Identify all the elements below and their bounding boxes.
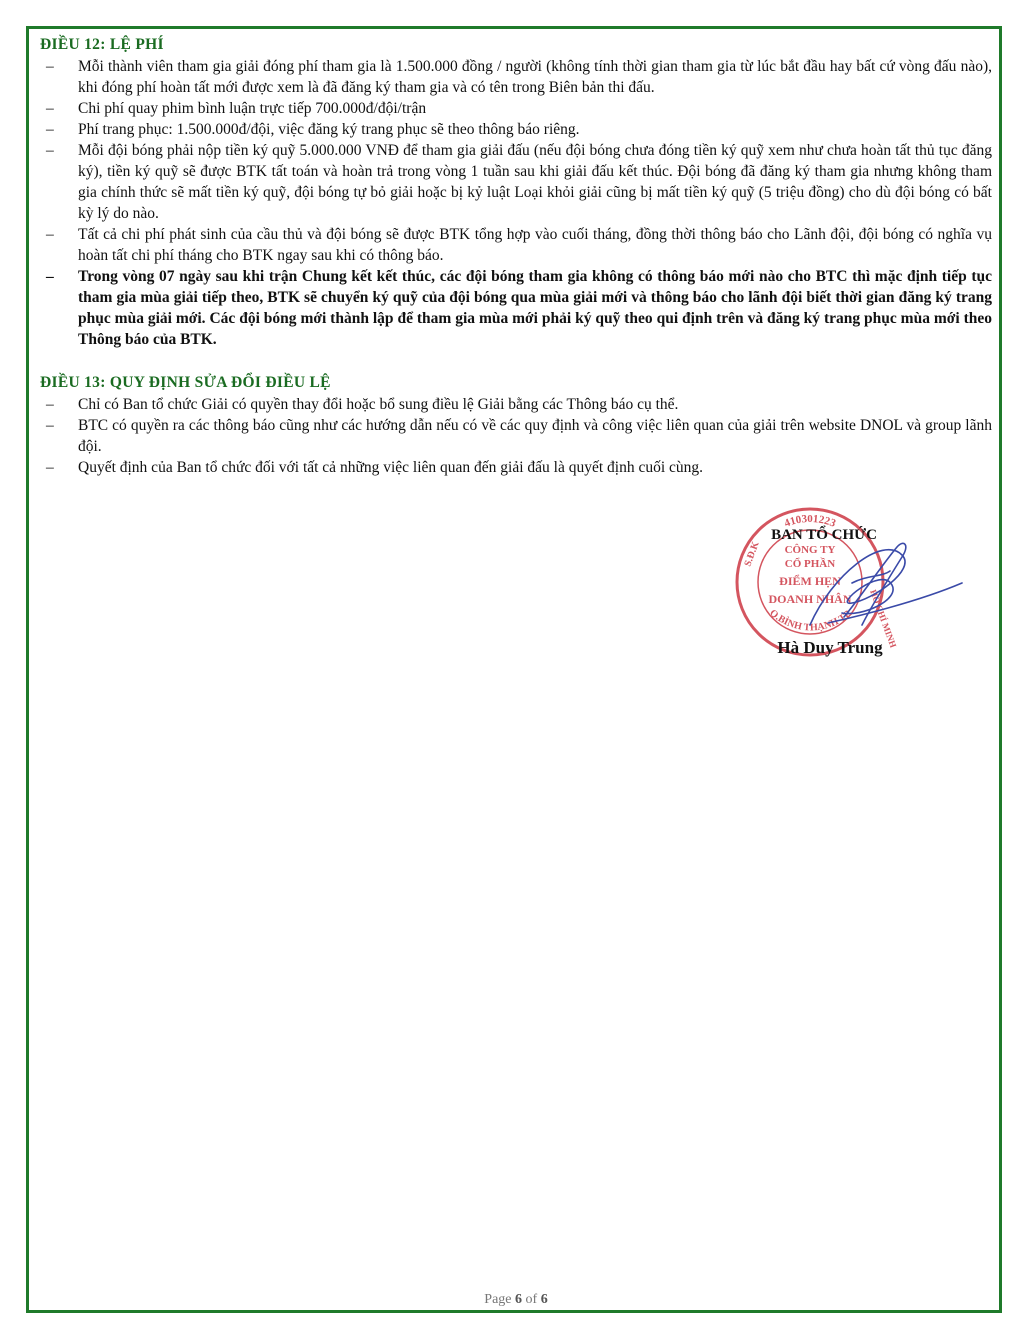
svg-text:ĐIỂM HẸN: ĐIỂM HẸN — [779, 574, 841, 588]
list-item — [40, 119, 992, 140]
list-item — [40, 56, 992, 98]
dash-bullet: – — [46, 100, 54, 117]
article-12-heading: ĐIỀU 12: LỆ PHÍ — [40, 36, 164, 53]
of-label: of — [525, 1292, 538, 1307]
list-item — [40, 98, 992, 119]
article-13-list — [40, 394, 992, 478]
dash-bullet: – — [46, 459, 54, 476]
svg-text:HỒ CHÍ MINH: HỒ CHÍ MINH — [868, 588, 899, 650]
dash-bullet: – — [46, 268, 54, 285]
svg-text:Q.BÌNH THẠNH TP.: Q.BÌNH THẠNH TP. — [767, 607, 855, 634]
dash-bullet: – — [46, 142, 54, 159]
list-item-text: Mỗi đội bóng phải nộp tiền ký quỹ 5.000.000 VNĐ để tham gia giải đấu (nếu đội bóng chưa đóng tiền ký quỹ xem như chưa hoàn tất thủ tục đăng ký), tiền ký quỹ sẽ được BTK tất toán và hoàn trả trong vòng 1 tuần sau khi giải đấu kết thúc. Đội bóng đã đăng ký tham gia nhưng không tham gia chính thức sẽ mất tiền ký quỹ, đội bóng tự bỏ giải hoặc bị kỷ luật Loại khỏi giải cũng bị mất tiền ký quỹ (5 triệu đồng) cho dù đội bóng có bất kỳ lý do nào. — [78, 142, 992, 222]
svg-text:DOANH NHÂN: DOANH NHÂN — [768, 592, 852, 606]
list-item-text: Trong vòng 07 ngày sau khi trận Chung kết kết thúc, các đội bóng tham gia không có thông báo mới nào cho BTC thì mặc định tiếp tục tham gia mùa giải tiếp theo, BTK sẽ chuyển ký quỹ của đội bóng qua mùa giải mới và thông báo cho lãnh đội biết thời gian đăng ký trang phục mùa giải mới. Các đội bóng mới thành lập để tham gia mùa mới phải ký quỹ theo qui định trên và đăng ký trang phục mùa mới theo Thông báo của BTK. — [78, 268, 992, 348]
list-item-text: Phí trang phục: 1.500.000đ/đội, việc đăng ký trang phục sẽ theo thông báo riêng. — [78, 121, 580, 138]
list-item-text: Tất cả chi phí phát sinh của cầu thủ và đội bóng sẽ được BTK tổng hợp vào cuối tháng, đồng thời thông báo cho Lãnh đội, đội bóng có nghĩa vụ hoàn tất chi phí tháng cho BTK ngay sau khi có thông báo. — [78, 226, 992, 264]
list-item — [40, 415, 992, 457]
page-label: Page — [484, 1292, 512, 1307]
list-item — [40, 457, 992, 478]
dash-bullet: – — [46, 417, 54, 434]
document-body — [40, 34, 992, 478]
svg-text:CÔNG TY: CÔNG TY — [784, 544, 836, 556]
svg-text:CỔ PHẦN: CỔ PHẦN — [784, 558, 836, 570]
list-item-text: Quyết định của Ban tổ chức đối với tất cả những việc liên quan đến giải đấu là quyết định cuối cùng. — [78, 459, 704, 476]
dash-bullet: – — [46, 121, 54, 138]
list-item-bold — [40, 266, 992, 350]
total-pages-number: 6 — [540, 1292, 548, 1307]
dash-bullet: – — [46, 226, 54, 243]
svg-text:Hà Duy Trung: Hà Duy Trung — [777, 638, 883, 657]
dash-bullet: – — [46, 58, 54, 75]
list-item — [40, 224, 992, 266]
svg-text:S.Đ.K: S.Đ.K — [742, 540, 762, 569]
article-12-list — [40, 56, 992, 350]
list-item-text: Chỉ có Ban tổ chức Giải có quyền thay đổi hoặc bổ sung điều lệ Giải bằng các Thông báo cụ thể. — [78, 396, 679, 413]
page-footer — [0, 1292, 1032, 1308]
list-item-text: BTC có quyền ra các thông báo cũng như các hướng dẫn nếu có về các quy định và công việc liên quan của giải trên website DNOL và group lãnh đội. — [78, 417, 992, 455]
svg-text:410301223: 410301223 — [782, 513, 838, 530]
dash-bullet: – — [46, 396, 54, 413]
list-item-text: Mỗi thành viên tham gia giải đóng phí tham gia là 1.500.000 đồng / người (không tính thời gian tham gia từ lúc bắt đầu hay bất cứ vòng đấu nào), khi đóng phí hoàn tất mới được xem là đã đăng ký tham gia và có tên trong Biên bản thi đấu. — [78, 58, 992, 96]
current-page-number: 6 — [515, 1292, 523, 1307]
article-13-heading: ĐIỀU 13: QUY ĐỊNH SỬA ĐỔI ĐIỀU LỆ — [40, 374, 331, 391]
list-item-text: Chi phí quay phim bình luận trực tiếp 700.000đ/đội/trận — [78, 100, 427, 117]
svg-text:BAN TỔ CHỨC: BAN TỔ CHỨC — [771, 527, 877, 543]
list-item — [40, 140, 992, 224]
company-seal-stamp — [732, 505, 972, 670]
list-item — [40, 394, 992, 415]
signature-block — [732, 505, 972, 670]
